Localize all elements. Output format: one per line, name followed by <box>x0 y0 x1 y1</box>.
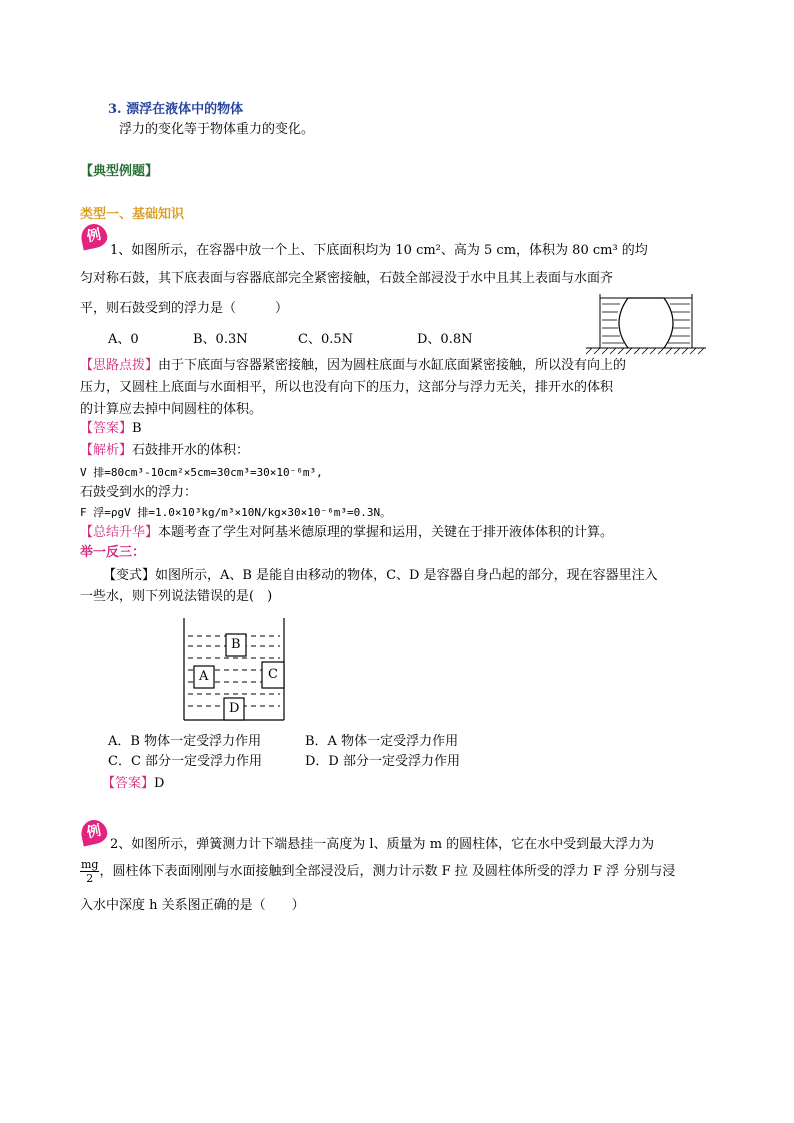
type1-heading: 类型一、基础知识 <box>80 207 185 222</box>
example-badge: 例 <box>79 222 109 251</box>
ex1-option-c: C、0.5N <box>298 332 353 347</box>
summary-tag: 【总结升华】 <box>80 525 159 540</box>
ex1-line1: 1、如图所示，在容器中放一个上、下底面积均为 10 cm²、高为 5 cm，体积为 80 cm³ 的均 <box>110 243 648 258</box>
ex1-analysis-formula2: F 浮=ρgV 排=1.0×10³kg/m³×10N/kg×30×10⁻⁶m³=0.3N。 <box>80 506 392 519</box>
ex1-hint-line3: 的计算应去掉中间圆柱的体积。 <box>80 402 263 417</box>
variant-line2: 一些水，则下列说法错误的是( ) <box>80 589 273 604</box>
ex1-line2: 匀对称石鼓，其下底表面与容器底部完全紧密接触，石鼓全部浸没于水中且其上表面与水面齐 <box>80 271 614 286</box>
label-a: A <box>199 669 209 684</box>
ex1-hint-line2: 压力，又圆柱上底面与水面相平，所以也没有向下的压力，这部分与浮力无关，排开水的体积 <box>80 380 614 395</box>
ex2-line2 <box>80 858 675 885</box>
max-buoyancy-fraction: $\frac{mg}{2}$ <box>81 858 99 885</box>
ex1-analysis-formula1: V 排=80cm³-10cm²×5cm=30cm³=30×10⁻⁶m³, <box>80 466 323 479</box>
ex1-option-a: A、0 <box>108 332 139 347</box>
variant-option-a: A．B 物体一定受浮力作用 <box>108 734 262 749</box>
label-d: D <box>229 701 240 716</box>
ex2-line3: 入水中深度 h 关系图正确的是（ ） <box>80 898 305 913</box>
typical-examples-heading: 【典型例题】 <box>80 164 159 179</box>
analysis-text: 石鼓排开水的体积： <box>132 443 250 458</box>
ex1-option-b: B、0.3N <box>193 332 248 347</box>
answer-tag: 【答案】 <box>80 421 133 436</box>
variant-answer <box>102 773 164 795</box>
section-body: 浮力的变化等于物体重力的变化。 <box>119 122 315 137</box>
variant-option-b: B．A 物体一定受浮力作用 <box>305 734 459 749</box>
variant-answer-tag: 【答案】 <box>102 776 155 791</box>
hint-tag: 【思路点拨】 <box>80 358 159 373</box>
section-heading: 3. 漂浮在液体中的物体 <box>108 102 244 117</box>
analysis-tag: 【解析】 <box>80 443 133 458</box>
ex1-line3: 平，则石鼓受到的浮力是（ ） <box>80 301 289 316</box>
ex2-line2-text: ，圆柱体下表面刚刚与水面接触到全部浸没后，测力计示数 F 拉 及圆柱体所受的浮力 F 浮 分别与浸 <box>99 864 676 879</box>
variant-option-c: C．C 部分一定受浮力作用 <box>108 754 263 769</box>
label-b: B <box>231 637 241 652</box>
example-badge-2: 例 <box>79 818 109 847</box>
ex1-analysis <box>80 440 249 462</box>
extend-label: 举一反三： <box>80 545 146 560</box>
ex1-analysis-line3: 石鼓受到水的浮力： <box>80 485 198 500</box>
ex1-summary <box>80 522 613 544</box>
ex1-option-d: D、0.8N <box>417 332 473 347</box>
variant-option-d: D．D 部分一定受浮力作用 <box>305 754 460 769</box>
ex2-line1: 2、如图所示，弹簧测力计下端悬挂一高度为 l、质量为 m 的圆柱体，它在水中受到最大浮力为 <box>110 837 655 852</box>
answer-value: B <box>132 421 142 436</box>
variant-answer-value: D <box>154 776 165 791</box>
stone-drum-figure <box>584 290 708 356</box>
ex1-answer <box>80 418 142 440</box>
label-c: C <box>268 667 278 682</box>
summary-text: 本题考查了学生对阿基米德原理的掌握和运用，关键在于排开液体体积的计算。 <box>158 525 614 540</box>
variant-line1: 【变式】如图所示，A、B 是能自由移动的物体，C、D 是容器自身凸起的部分，现在容器里注入 <box>103 568 658 583</box>
hint-text: 由于下底面与容器紧密接触，因为圆柱底面与水缸底面紧密接触，所以没有向上的 <box>158 358 627 373</box>
ex1-hint-line1 <box>80 355 626 377</box>
